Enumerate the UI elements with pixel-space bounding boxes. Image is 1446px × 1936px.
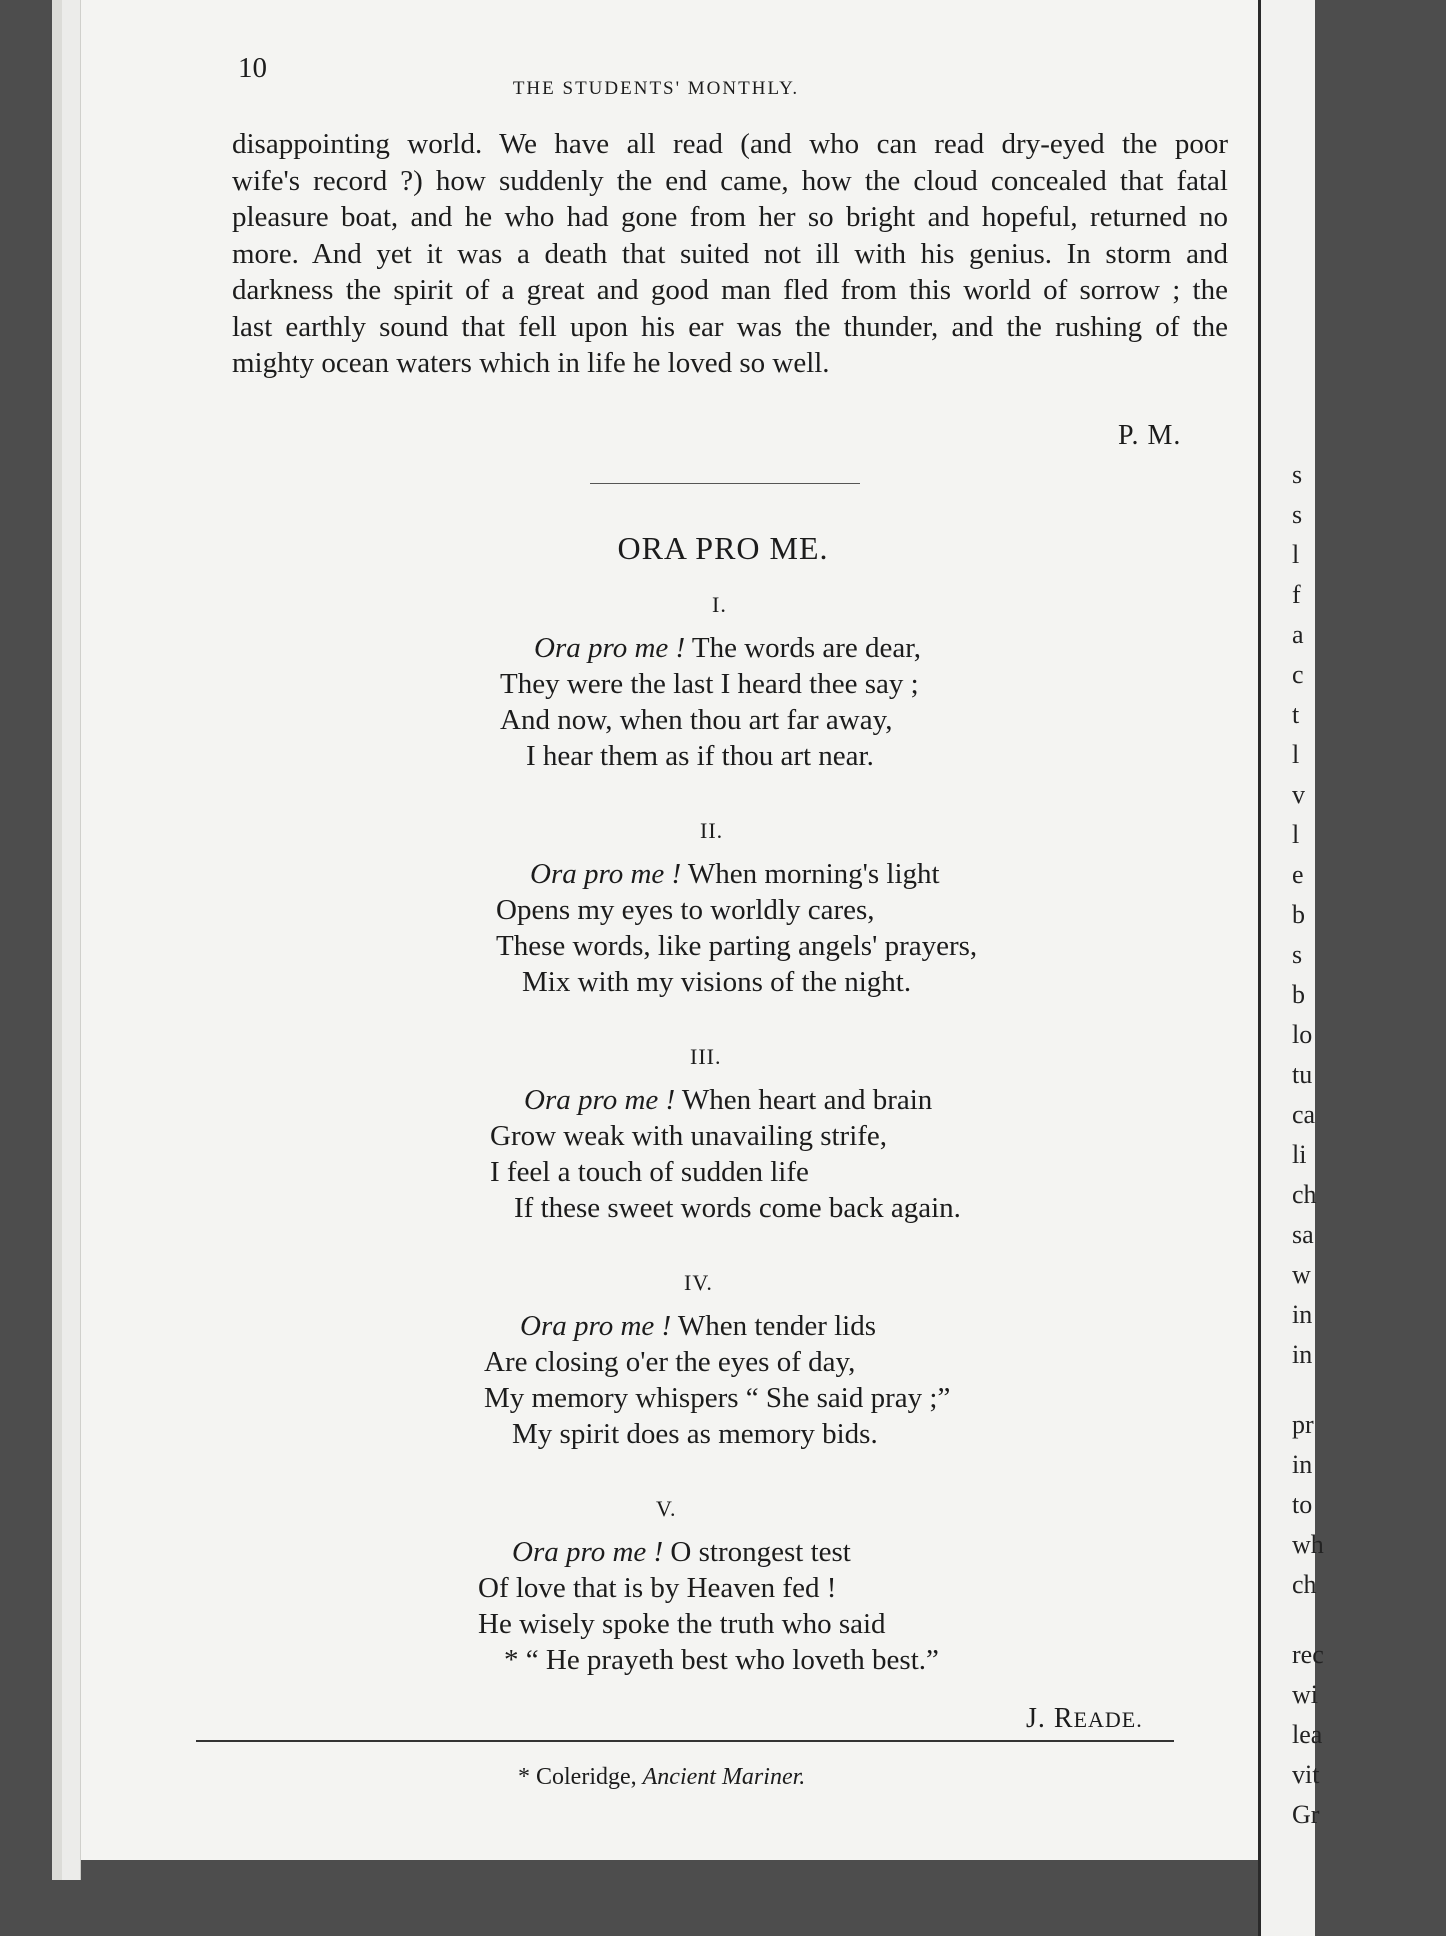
poem-line: Are closing o'er the eyes of day, xyxy=(484,1346,856,1378)
footnote-rule xyxy=(196,1740,1174,1742)
facing-letter: s xyxy=(1292,940,1303,969)
poem-line: And now, when thou art far away, xyxy=(500,704,893,736)
facing-letter: l xyxy=(1292,820,1300,849)
poem-line: They were the last I heard thee say ; xyxy=(500,668,919,700)
stanza-number: IV. xyxy=(684,1270,713,1295)
poem-line: These words, like parting angels' prayers, xyxy=(496,930,978,962)
facing-letter: l xyxy=(1292,740,1300,769)
facing-letter: t xyxy=(1292,700,1300,729)
facing-letter: l xyxy=(1292,540,1300,569)
refrain: Ora pro me ! xyxy=(520,1310,672,1342)
refrain: Ora pro me ! xyxy=(524,1084,676,1116)
poem-line: Grow weak with unavailing strife, xyxy=(490,1120,888,1152)
poem-line: * “ He prayeth best who loveth best.” xyxy=(504,1644,939,1676)
poem-line: Ora pro me ! The words are dear, xyxy=(534,632,922,664)
facing-letter: wh xyxy=(1292,1530,1324,1559)
section-divider xyxy=(590,483,860,484)
facing-letter: ch xyxy=(1292,1570,1317,1599)
article-signature: P. M. xyxy=(1118,420,1182,451)
signature-initial: J. R xyxy=(1026,1703,1074,1734)
poem-line: My spirit does as memory bids. xyxy=(512,1418,878,1450)
prose-line: more. And yet it was a death that suited not ill with his genius. In storm and xyxy=(232,237,1228,270)
footnote-text: * Coleridge, xyxy=(518,1764,643,1790)
prose-line: disappointing world. We have all read (and who can read dry-eyed the poor xyxy=(232,128,1228,160)
stanza-number: III. xyxy=(690,1044,722,1069)
facing-letter: lea xyxy=(1292,1720,1323,1749)
facing-letter: wi xyxy=(1292,1680,1318,1709)
facing-letter: b xyxy=(1292,980,1305,1009)
prose-line: mighty ocean waters which in life he loved so well. xyxy=(232,347,830,379)
poem-line: Opens my eyes to worldly cares, xyxy=(496,894,875,926)
facing-letter: rec xyxy=(1292,1640,1324,1669)
facing-letter: pr xyxy=(1292,1410,1314,1439)
poem-line: If these sweet words come back again. xyxy=(514,1192,961,1224)
prose-line: wife's record ?) how suddenly the end came, how the cloud concealed that fatal xyxy=(232,164,1228,197)
prose-line: pleasure boat, and he who had gone from her so bright and hopeful, returned no xyxy=(232,201,1228,233)
facing-letter: lo xyxy=(1292,1020,1313,1049)
poem-line: Ora pro me ! When morning's light xyxy=(530,858,940,890)
facing-letter: s xyxy=(1292,460,1303,489)
facing-letter: in xyxy=(1292,1450,1313,1479)
facing-letter: li xyxy=(1292,1140,1307,1169)
poem-line: Ora pro me ! O strongest test xyxy=(512,1536,851,1568)
page-number: 10 xyxy=(238,52,267,84)
poem-signature xyxy=(1026,1703,1143,1735)
poem-line: Mix with my visions of the night. xyxy=(522,966,912,998)
poem-line: He wisely spoke the truth who said xyxy=(478,1608,886,1640)
stanza-number: I. xyxy=(712,592,727,617)
facing-letter: f xyxy=(1292,580,1301,609)
facing-letter: a xyxy=(1292,620,1304,649)
facing-letter: in xyxy=(1292,1340,1313,1369)
facing-letter: e xyxy=(1292,860,1304,889)
poem-line: My memory whispers “ She said pray ;” xyxy=(484,1382,951,1414)
facing-letter: ch xyxy=(1292,1180,1317,1209)
footnote-work: Ancient Mariner. xyxy=(642,1764,806,1790)
facing-letter: sa xyxy=(1292,1220,1314,1249)
stanza-number: II. xyxy=(700,818,724,843)
article-ending xyxy=(232,126,1228,382)
facing-letter: s xyxy=(1292,500,1303,529)
facing-letter: c xyxy=(1292,660,1304,689)
facing-letter: in xyxy=(1292,1300,1313,1329)
facing-letter: to xyxy=(1292,1490,1313,1519)
poem-title: ORA PRO ME. xyxy=(617,530,829,566)
page-stack-edge-inner xyxy=(62,0,81,1880)
poem-line: I hear them as if thou art near. xyxy=(526,740,874,772)
poem-line: Ora pro me ! When heart and brain xyxy=(524,1084,933,1116)
stanza-number: V. xyxy=(656,1496,677,1521)
footnote xyxy=(518,1764,805,1791)
facing-letter: Gr xyxy=(1292,1800,1320,1829)
facing-letter: vit xyxy=(1292,1760,1320,1789)
refrain: Ora pro me ! xyxy=(530,858,682,890)
signature-rest: EADE. xyxy=(1073,1707,1143,1732)
poem-line: Of love that is by Heaven fed ! xyxy=(478,1572,837,1604)
prose-line: darkness the spirit of a great and good man fled from this world of sorrow ; the xyxy=(232,274,1228,306)
running-title: THE STUDENTS' MONTHLY. xyxy=(512,78,800,99)
prose-line: last earthly sound that fell upon his ear was the thunder, and the rushing of the xyxy=(232,310,1228,343)
poem-line: I feel a touch of sudden life xyxy=(490,1156,809,1188)
facing-letter: tu xyxy=(1292,1060,1313,1089)
refrain: Ora pro me ! xyxy=(512,1536,664,1568)
facing-letter: w xyxy=(1292,1260,1311,1289)
facing-letter: ca xyxy=(1292,1100,1316,1129)
refrain: Ora pro me ! xyxy=(534,632,686,664)
facing-letter: v xyxy=(1292,780,1305,809)
facing-letter: b xyxy=(1292,900,1305,929)
poem-line: Ora pro me ! When tender lids xyxy=(520,1310,876,1342)
